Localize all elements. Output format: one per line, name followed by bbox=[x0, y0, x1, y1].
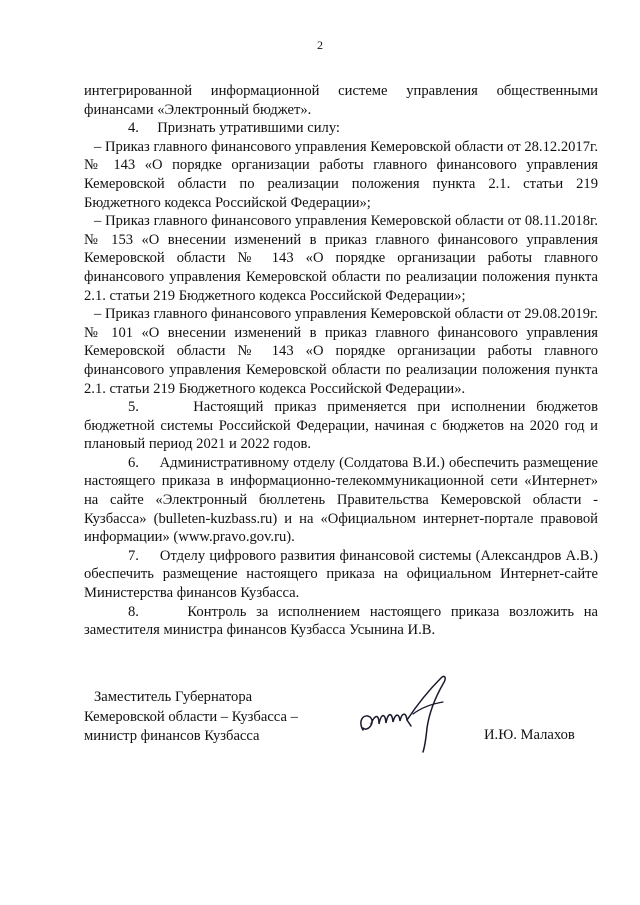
paragraph: 6. Административному отделу (Солдатова В.И.) обеспечить размещение настоящего приказа в информационно-телекоммуникационной сети «Интернет» на сайте «Электронный бюллетень Правительства Кемеровской области - Кузбасса» (bulleten-kuzbass.ru) и на «Официальном интернет-портале правовой информации» (www.pravo.gov.ru). bbox=[84, 454, 598, 546]
paragraph: – Приказ главного финансового управления Кемеровской области от 28.12.2017г. № 143 «О порядке организации работы главного финансового управления Кемеровской области по реализации положения пункта 2.1. статьи 219 Бюджетного кодекса Российской Федерации»; bbox=[84, 138, 598, 211]
paragraph: интегрированной информационной системе управления общественными финансами «Электронный бюджет». bbox=[84, 83, 598, 118]
paragraph: 8. Контроль за исполнением настоящего приказа возложить на заместителя министра финансов Кузбасса Усынина И.В. bbox=[84, 603, 598, 639]
handwritten-signature bbox=[355, 668, 465, 753]
paragraph: – Приказ главного финансового управления Кемеровской области от 08.11.2018г. № 153 «О внесении изменений в приказ главного финансового управления Кемеровской области № 143 «О порядке организации работы главного финансового управления Кемеровской области по реализации положения пункта 2.1. статьи 219 Бюджетного кодекса Российской Федерации»; bbox=[84, 213, 598, 304]
paragraph: 4. Признать утратившими силу: bbox=[128, 120, 340, 137]
paragraph: 5. Настоящий приказ применяется при исполнении бюджетов бюджетной системы Российской Федерации, начиная с бюджетов на 2020 год и плановый период 2021 и 2022 годов. bbox=[84, 399, 598, 453]
page-number: 2 bbox=[317, 38, 323, 52]
signer-title-line-2: Кемеровской области – Кузбасса – bbox=[84, 708, 298, 725]
document-body bbox=[84, 82, 598, 640]
signer-title-line-3: министр финансов Кузбасса bbox=[84, 728, 260, 744]
paragraph: – Приказ главного финансового управления Кемеровской области от 29.08.2019г. № 101 «О внесении изменений в приказ главного финансового управления Кемеровской области № 143 «О порядке организации работы главного финансового управления Кемеровской области по реализации положения пункта 2.1. статьи 219 Бюджетного кодекса Российской Федерации». bbox=[84, 306, 598, 397]
signer-title bbox=[84, 688, 354, 747]
signer-name: И.Ю. Малахов bbox=[484, 727, 575, 743]
paragraph: 7. Отделу цифрового развития финансовой системы (Александров А.В.) обеспечить размещение настоящего приказа на официальном Интернет-сайте Министерства финансов Кузбасса. bbox=[84, 547, 598, 602]
signer-title-line-1: Заместитель Губернатора bbox=[94, 689, 253, 705]
